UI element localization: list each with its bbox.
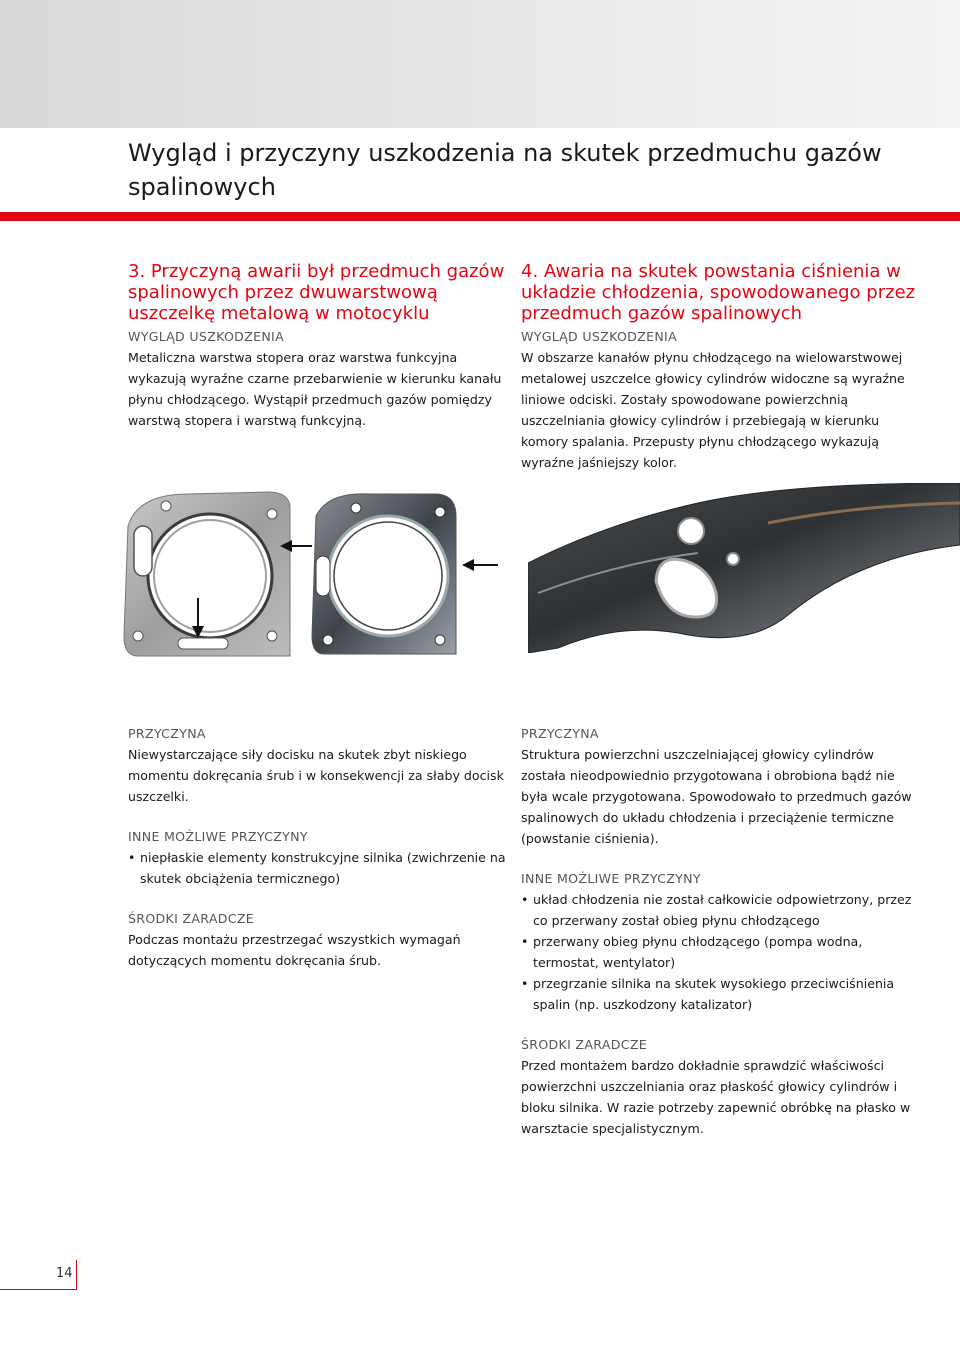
page-number-rule-vertical bbox=[76, 1260, 77, 1290]
left-appearance-text: Metaliczna warstwa stopera oraz warstwa funkcyjna wykazują wyraźne czarne przebarwienie w kierunku kanału płynu chłodzącego. Wystąpił przedmuch gazów pomiędzy warstwą stopera i warstwą funkcyjną. bbox=[128, 350, 502, 428]
title-underline bbox=[0, 212, 960, 221]
gasket-pair-photo bbox=[118, 486, 458, 662]
right-intro bbox=[521, 261, 921, 473]
right-remedy-label: ŚRODKI ZARADCZE bbox=[521, 1037, 648, 1052]
left-remedy-text: Podczas montażu przestrzegać wszystkich wymagań dotyczących momentu dokręcania śrub. bbox=[128, 932, 461, 968]
left-details bbox=[128, 724, 508, 971]
right-cause-text: Struktura powierzchni uszczelniającej głowicy cylindrów została nieodpowiednio przygotowana i obrobiona bądź nie była wcale przygotowana. Spowodowało to przedmuch gazów spalinowych do układu chłodzenia i przeciążenie termiczne (powstanie ciśnienia). bbox=[521, 747, 912, 846]
arrow-left-icon bbox=[460, 555, 500, 575]
page-number: 14 bbox=[56, 1266, 73, 1281]
left-other-list bbox=[128, 847, 508, 889]
left-cause-text: Niewystarczające siły docisku na skutek zbyt niskiego momentu dokręcania śrub i w konsekwencji za słaby docisk uszczelki. bbox=[128, 747, 504, 804]
list-item: • niepłaskie elementy konstrukcyjne silnika (zwichrzenie na skutek obciążenia termicznego) bbox=[128, 847, 508, 889]
right-cause-label: PRZYCZYNA bbox=[521, 726, 599, 741]
gasket-closeup-photo bbox=[528, 483, 960, 653]
list-item: • przerwany obieg płynu chłodzącego (pompa wodna, termostat, wentylator) bbox=[521, 931, 921, 973]
right-other-label: INNE MOŻLIWE PRZYCZYNY bbox=[521, 871, 701, 886]
gasket-left bbox=[124, 492, 290, 656]
left-heading: 3. Przyczyną awarii był przedmuch gazów spalinowych przez dwuwarstwową uszczelkę metalową w motocyklu bbox=[128, 261, 505, 324]
right-other-list bbox=[521, 889, 921, 1015]
right-heading: 4. Awaria na skutek powstania ciśnienia w układzie chłodzenia, spowodowanego przez przedmuch gazów spalinowych bbox=[521, 261, 916, 324]
left-intro bbox=[128, 261, 508, 431]
left-cause-label: PRZYCZYNA bbox=[128, 726, 206, 741]
right-details bbox=[521, 724, 921, 1139]
right-appearance-label: WYGLĄD USZKODZENIA bbox=[521, 329, 677, 344]
list-item: • układ chłodzenia nie został całkowicie odpowietrzony, przez co przerwany został obieg płynu chłodzącego bbox=[521, 889, 921, 931]
left-appearance-label: WYGLĄD USZKODZENIA bbox=[128, 329, 284, 344]
page-title: Wygląd i przyczyny uszkodzenia na skutek przedmuchu gazów spalinowych bbox=[128, 139, 882, 201]
right-remedy-text: Przed montażem bardzo dokładnie sprawdzić właściwości powierzchni uszczelniania oraz płaskość głowicy cylindrów i bloku silnika. W razie potrzeby zapewnić obróbkę na płasko w warsztacie specjalistycznym. bbox=[521, 1058, 911, 1136]
left-remedy-label: ŚRODKI ZARADCZE bbox=[128, 911, 255, 926]
header-band bbox=[0, 0, 960, 128]
left-other-label: INNE MOŻLIWE PRZYCZYNY bbox=[128, 829, 308, 844]
page-number-rule-horizontal bbox=[0, 1289, 77, 1290]
list-item: • przegrzanie silnika na skutek wysokiego przeciwciśnienia spalin (np. uszkodzony katalizator) bbox=[521, 973, 921, 1015]
gasket-right bbox=[312, 494, 456, 654]
right-appearance-text: W obszarze kanałów płynu chłodzącego na wielowarstwowej metalowej uszczelce głowicy cylindrów widoczne są wyraźne liniowe odciski. Zostały spowodowane powierzchnią uszczelniania głowicy cylindrów i przebiegają w kierunku komory spalania. Przepusty płynu chłodzącego wykazują wyraźne jaśniejszy kolor. bbox=[521, 350, 905, 470]
